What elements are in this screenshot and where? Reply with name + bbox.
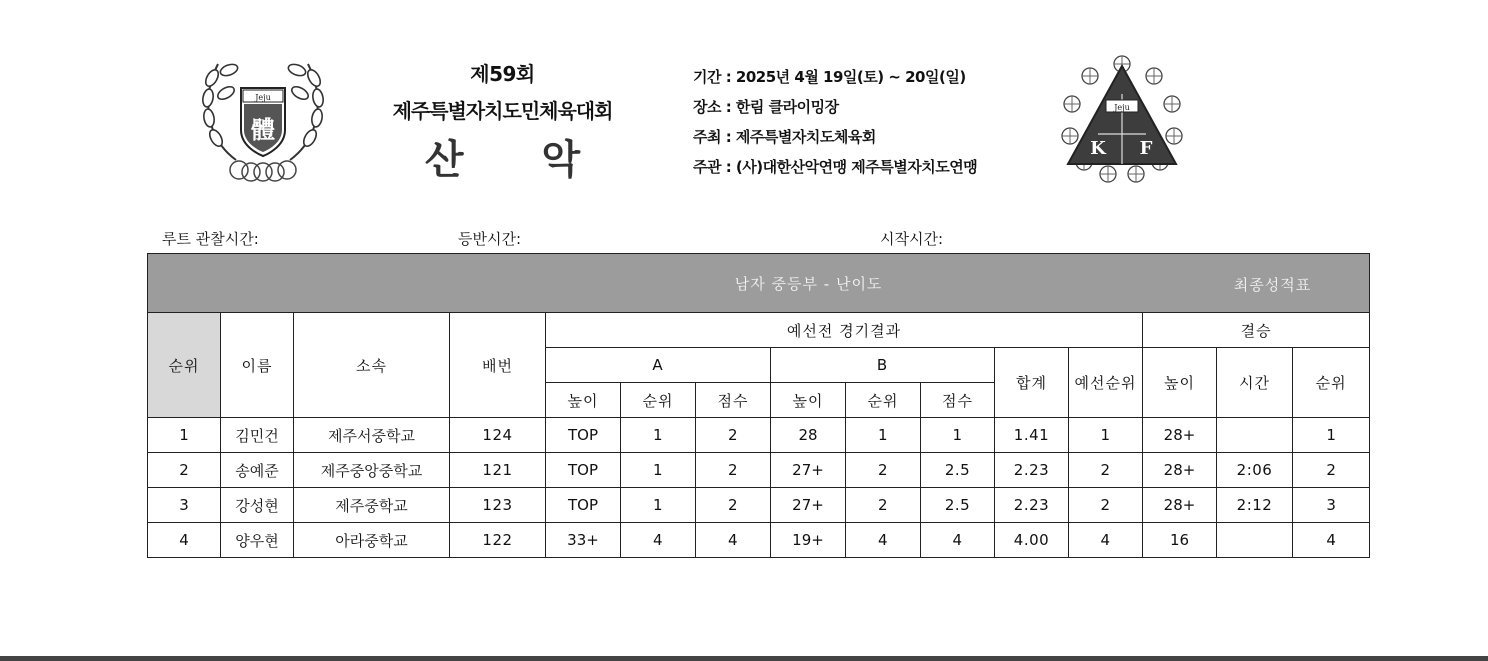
affiliation-cell: 제주중앙중학교 <box>294 453 450 488</box>
header-qualifier: 예선전 경기결과 <box>546 313 1143 348</box>
a-rank-cell: 1 <box>621 453 696 488</box>
event-organizer: 주관 : (사)대한산악연맹 제주특별자치도연맹 <box>693 158 978 176</box>
emblem-left-wordmark: Jeju <box>255 93 271 102</box>
sport-title: 산 악 <box>424 137 613 183</box>
final-height-cell: 28+ <box>1143 488 1217 523</box>
bib-cell: 123 <box>450 488 546 523</box>
b-height-cell: 27+ <box>771 488 846 523</box>
header-rank: 순위 <box>148 313 221 418</box>
emblem-right-wordmark: Jeju <box>1114 103 1130 112</box>
event-title-block <box>370 58 635 185</box>
header-b-height: 높이 <box>771 383 846 418</box>
total-cell: 4.00 <box>995 523 1069 558</box>
total-cell: 1.41 <box>995 418 1069 453</box>
route-observation-time: 루트 관찰시간: <box>162 230 259 248</box>
a-score-cell: 2 <box>696 418 771 453</box>
b-height-cell: 28 <box>771 418 846 453</box>
name-cell: 양우현 <box>221 523 294 558</box>
final-time-cell <box>1217 523 1293 558</box>
event-info <box>693 62 977 182</box>
name-cell: 송예준 <box>221 453 294 488</box>
b-rank-cell: 2 <box>846 453 921 488</box>
name-cell: 강성현 <box>221 488 294 523</box>
final-rank-cell: 2 <box>1293 453 1370 488</box>
header-final: 결승 <box>1143 313 1370 348</box>
final-rank-cell: 3 <box>1293 488 1370 523</box>
b-score-cell: 1 <box>921 418 995 453</box>
final-time-cell <box>1217 418 1293 453</box>
header-total: 합계 <box>995 348 1069 418</box>
sports-council-emblem <box>196 48 330 188</box>
total-cell: 2.23 <box>995 453 1069 488</box>
header-final-time: 시간 <box>1217 348 1293 418</box>
qual-rank-cell: 1 <box>1069 418 1143 453</box>
header-a-height: 높이 <box>546 383 621 418</box>
b-score-cell: 4 <box>921 523 995 558</box>
table-title: 남자 중등부 - 난이도 <box>734 274 883 293</box>
emblem-left-character: 體 <box>251 116 275 144</box>
header-affiliation: 소속 <box>294 313 450 418</box>
table-banner <box>148 254 1370 313</box>
event-period: 기간 : 2025년 4월 19일(토) ~ 20일(일) <box>693 68 966 86</box>
rank-cell: 4 <box>148 523 221 558</box>
emblem-right-letter-k: K <box>1090 138 1106 159</box>
a-height-cell: TOP <box>546 453 621 488</box>
table-row <box>148 453 1370 488</box>
header-a-score: 점수 <box>696 383 771 418</box>
table-subtitle: 최종성적표 <box>1233 276 1312 294</box>
header-name: 이름 <box>221 313 294 418</box>
page-bottom-edge <box>0 656 1488 661</box>
header-a-rank: 순위 <box>621 383 696 418</box>
a-rank-cell: 1 <box>621 488 696 523</box>
alpine-federation-emblem <box>1058 54 1186 184</box>
bib-cell: 124 <box>450 418 546 453</box>
a-score-cell: 2 <box>696 453 771 488</box>
rank-cell: 1 <box>148 418 221 453</box>
affiliation-cell: 제주중학교 <box>294 488 450 523</box>
total-cell: 2.23 <box>995 488 1069 523</box>
bib-cell: 122 <box>450 523 546 558</box>
b-height-cell: 27+ <box>771 453 846 488</box>
b-rank-cell: 4 <box>846 523 921 558</box>
table-row <box>148 523 1370 558</box>
rank-cell: 2 <box>148 453 221 488</box>
b-rank-cell: 1 <box>846 418 921 453</box>
b-height-cell: 19+ <box>771 523 846 558</box>
a-height-cell: 33+ <box>546 523 621 558</box>
final-rank-cell: 4 <box>1293 523 1370 558</box>
final-time-cell: 2:06 <box>1217 453 1293 488</box>
rank-cell: 3 <box>148 488 221 523</box>
final-height-cell: 16 <box>1143 523 1217 558</box>
table-row <box>148 418 1370 453</box>
b-score-cell: 2.5 <box>921 488 995 523</box>
affiliation-cell: 아라중학교 <box>294 523 450 558</box>
b-rank-cell: 2 <box>846 488 921 523</box>
qual-rank-cell: 2 <box>1069 488 1143 523</box>
b-score-cell: 2.5 <box>921 453 995 488</box>
header-bib: 배번 <box>450 313 546 418</box>
a-rank-cell: 4 <box>621 523 696 558</box>
event-host: 주최 : 제주특별자치도체육회 <box>693 128 876 146</box>
a-rank-cell: 1 <box>621 418 696 453</box>
edition-title: 제59회 <box>470 62 535 86</box>
final-time-cell: 2:12 <box>1217 488 1293 523</box>
start-time: 시작시간: <box>880 230 944 248</box>
qual-rank-cell: 4 <box>1069 523 1143 558</box>
event-venue: 장소 : 한림 클라이밍장 <box>693 98 839 116</box>
result-rows <box>148 418 1370 558</box>
table-row <box>148 488 1370 523</box>
emblem-right-letter-f: F <box>1139 138 1153 159</box>
name-cell: 김민건 <box>221 418 294 453</box>
results-table <box>147 253 1370 558</box>
header-group-a: A <box>546 348 771 383</box>
climbing-time: 등반시간: <box>458 230 522 248</box>
final-height-cell: 28+ <box>1143 418 1217 453</box>
a-score-cell: 2 <box>696 488 771 523</box>
header-qual-rank: 예선순위 <box>1069 348 1143 418</box>
header-final-height: 높이 <box>1143 348 1217 418</box>
a-score-cell: 4 <box>696 523 771 558</box>
bib-cell: 121 <box>450 453 546 488</box>
final-rank-cell: 1 <box>1293 418 1370 453</box>
header-b-score: 점수 <box>921 383 995 418</box>
a-height-cell: TOP <box>546 488 621 523</box>
final-height-cell: 28+ <box>1143 453 1217 488</box>
event-title: 제주특별자치도민체육대회 <box>392 99 613 123</box>
header-b-rank: 순위 <box>846 383 921 418</box>
header-group-b: B <box>771 348 995 383</box>
qual-rank-cell: 2 <box>1069 453 1143 488</box>
affiliation-cell: 제주서중학교 <box>294 418 450 453</box>
header-final-rank: 순위 <box>1293 348 1370 418</box>
a-height-cell: TOP <box>546 418 621 453</box>
